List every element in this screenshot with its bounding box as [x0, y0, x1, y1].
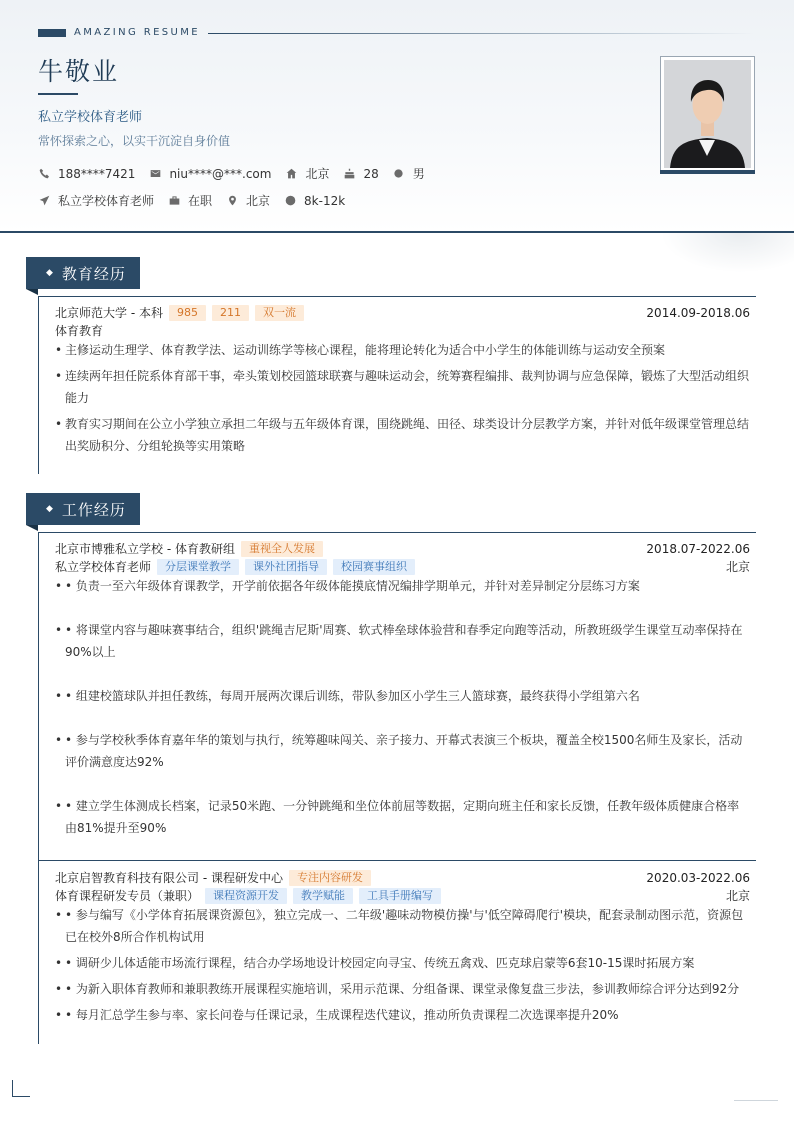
work-section-title: 工作经历 [61, 500, 126, 519]
brand-rule [208, 33, 754, 34]
job-intent-row [38, 192, 359, 209]
page-corner-mark [12, 1080, 30, 1097]
school-tag: 双一流 [255, 305, 304, 321]
phone-icon [38, 168, 50, 180]
city-text: 北京 [305, 167, 330, 181]
role-tag: 工具手册编写 [359, 888, 441, 904]
work-bullet: • • 建立学生体测成长档案，记录50米跑、一分钟跳绳和坐位体前屈等数据，定期向班主任和家长反馈，任教年级体质健康合格率由81%提升至90% [55, 799, 740, 835]
age-text: 28 [363, 166, 379, 181]
company-name: 北京市博雅私立学校 - 体育教研组 [55, 542, 235, 556]
education-date: 2014.09-2018.06 [646, 305, 750, 320]
education-section-title: 教育经历 [61, 264, 126, 283]
company-tag: 专注内容研发 [289, 870, 371, 886]
work-role-row [55, 558, 750, 575]
diamond-icon: ◆ [46, 504, 54, 514]
education-entry-header [55, 304, 750, 321]
school-tag: 211 [212, 305, 249, 321]
education-bullet: • 教育实习期间在公立小学独立承担二年级与五年级体育课，围绕跳绳、田径、球类设计分层教学方案，并针对低年级课堂管理总结出奖励积分、分组轮换等实用策略 [55, 417, 750, 453]
candidate-motto: 常怀探索之心，以实干沉淀自身价值 [38, 134, 231, 148]
contact-row [38, 165, 439, 182]
phone-text: 188****7421 [58, 166, 136, 181]
candidate-title: 私立学校体育老师 [38, 110, 143, 125]
status-text: 在职 [188, 194, 213, 208]
school-name: 北京师范大学 - 本科 [55, 306, 163, 320]
work-bullet: • • 每月汇总学生参与率、家长问卷与任课记录，生成课程迭代建议，推动所负责课程二次选课率提升20% [55, 1008, 619, 1022]
work-section-header [26, 493, 140, 525]
education-section-header [26, 257, 140, 289]
cake-icon [343, 168, 355, 180]
section-fold [26, 525, 38, 531]
location-pin-icon [226, 195, 238, 207]
work-entry-header [55, 869, 750, 886]
money-icon [284, 195, 296, 207]
work-role-row [55, 887, 750, 904]
role-tag: 教学赋能 [293, 888, 353, 904]
page-corner-mark [734, 1100, 778, 1101]
company-name: 北京启智教育科技有限公司 - 课程研发中心 [55, 871, 283, 885]
education-bullet: • 主修运动生理学、体育教学法、运动训练学等核心课程，能将理论转化为适合中小学生的体能训练与运动安全预案 [55, 343, 666, 357]
work-rule [38, 532, 756, 533]
target-city-text: 北京 [246, 194, 271, 208]
header-shadow [660, 233, 794, 273]
diamond-icon: ◆ [46, 268, 54, 278]
entry-divider [38, 860, 756, 861]
role-tag: 课外社团指导 [245, 559, 327, 575]
gender-icon [393, 168, 405, 180]
role-tag: 分层课堂教学 [157, 559, 239, 575]
education-major: 体育教育 [55, 324, 104, 338]
work-date: 2020.03-2022.06 [646, 870, 750, 885]
candidate-name: 牛敬业 [38, 57, 120, 86]
brand-bar [38, 29, 66, 37]
education-rule [38, 296, 756, 297]
section-fold [26, 289, 38, 295]
work-bullet: • • 将课堂内容与趣味赛事结合，组织'跳绳吉尼斯'周赛、软式棒垒球体验营和春季定向跑等活动，所教班级学生课堂互动率保持在90%以上 [55, 623, 743, 659]
brand-text: AMAZING RESUME [74, 27, 200, 38]
work-location: 北京 [725, 560, 750, 574]
home-icon [285, 168, 297, 180]
name-underline [38, 93, 78, 95]
target-position-text: 私立学校体育老师 [58, 194, 155, 208]
work-bullet: • • 参与编写《小学体育拓展课资源包》，独立完成一、二年级'趣味动物模仿操'与'低空障碍爬行'模块，配套录制动图示范，资源包已在校外8所合作机构试用 [55, 908, 744, 944]
briefcase-icon [168, 195, 180, 207]
work-location: 北京 [725, 889, 750, 903]
work-bullet: • • 为新入职体育教师和兼职教练开展课程实施培训，采用示范课、分组备课、课堂录像复盘三步法，参训教师综合评分达到92分 [55, 982, 740, 996]
role-tag: 课程资源开发 [205, 888, 287, 904]
education-bullet: • 连续两年担任院系体育部干事，牵头策划校园篮球联赛与趣味运动会，统筹赛程编排、裁判协调与应急保障，锻炼了大型活动组织能力 [55, 369, 750, 405]
salary-text: 8k-12k [304, 193, 346, 208]
work-bullet: • • 负责一至六年级体育课教学，开学前依据各年级体能摸底情况编排学期单元，并针对差异制定分层练习方案 [55, 579, 640, 593]
work-entry-header [55, 540, 750, 557]
profile-photo-frame [660, 56, 755, 172]
gender-text: 男 [412, 167, 425, 181]
email-text: niu****@***.com [169, 166, 272, 181]
work-date: 2018.07-2022.06 [646, 541, 750, 556]
mail-icon [149, 168, 161, 180]
role-tag: 校园赛事组织 [333, 559, 415, 575]
role-name: 私立学校体育老师 [55, 560, 152, 574]
education-vline [38, 296, 39, 474]
photo-accent-bar [660, 170, 755, 174]
work-bullet: • • 参与学校秋季体育嘉年华的策划与执行，统筹趣味闯关、亲子接力、开幕式表演三个板块，覆盖全校1500名师生及家长，活动评价满意度达92% [55, 733, 743, 769]
send-icon [38, 195, 50, 207]
profile-photo [664, 60, 751, 168]
role-name: 体育课程研发专员（兼职） [55, 889, 200, 903]
work-vline [38, 532, 39, 1044]
company-tag: 重视全人发展 [241, 541, 323, 557]
work-bullet: • • 组建校篮球队并担任教练，每周开展两次课后训练，带队参加区小学生三人篮球赛，最终获得小学组第六名 [55, 689, 640, 703]
work-bullet: • • 调研少儿体适能市场流行课程，结合办学场地设计校园定向寻宝、传统五禽戏、匹克球启蒙等6套10-15课时拓展方案 [55, 956, 695, 970]
school-tag: 985 [169, 305, 206, 321]
